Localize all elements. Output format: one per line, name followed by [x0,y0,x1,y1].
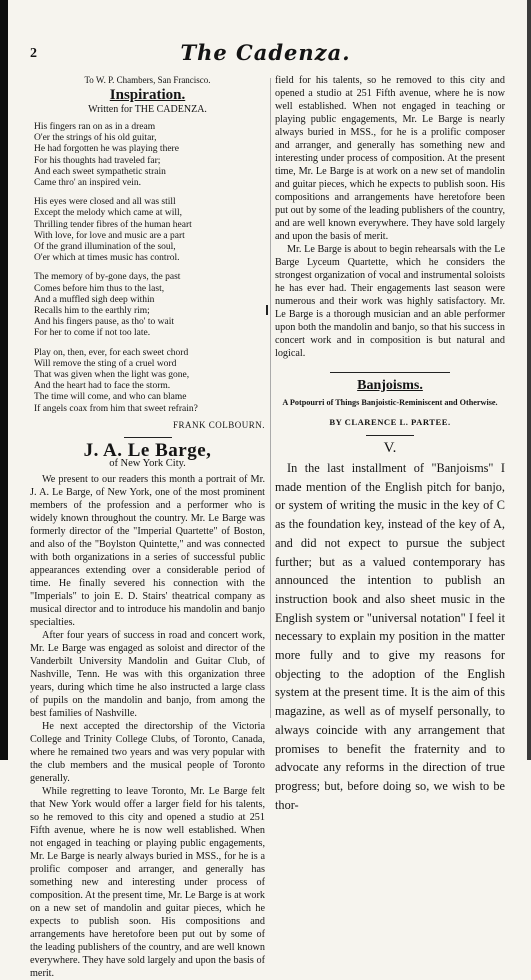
poem-line: Comes before him thus to the last, [34,283,165,294]
article-paragraph: In the last installment of "Banjoisms" I made mention of the English pitch for banjo, or system of writing the music in the key of C as the foundation key, instead of the key of A, and did not expect to pursue the subject further; but as a valued contemporary has announced the intention to publish an instruction book and also sheet music in the English system or "universal notation" I feel it necessary to explain my position in the matter more fully and to give my reasons for objecting to the adoption of the English system at the present time. It is the aim of this magazine, as well as of myself personally, to always coincide with any arrangement that promises to benefit the fraternity and to advocate any reforms in the direction of true progress; but, before doing so, we wish to be thor- [275,461,505,812]
section-rule [124,437,172,438]
poem-line: The memory of by-gone days, the past [34,272,181,283]
poem-line: For her to come if not too late. [34,328,151,339]
poem-line: With love, for love and music are a part [34,230,185,241]
poem-title: Inspiration. [109,87,186,103]
poem-line: His fingers ran on as in a dream [34,122,156,132]
section-number: V. [383,440,397,456]
poem-line: Play on, then, ever, for each sweet chord [34,347,189,358]
poem-stanza [34,197,265,264]
poem-line: For his thoughts had traveled far; [34,155,161,166]
article-byline: BY CLARENCE L. PARTEE. [329,417,451,427]
poem-stanza [34,348,265,415]
article-paragraph-continued: field for his talents, so he removed to this city and opened a studio at 251 Fifth avenue, where he is now well established. When not engaged in teaching or playing public engagements, Mr. Le Barge is nearly always buried in MSS., for he is a prolific composer and arranger, and generally has something new and interesting under process of composition. At the present time, Mr. Le Barge is at work on a new set of mandolin and guitar pieces, which he expects to publish soon. His compositions and arrangements have heretofore been put out by some of the leading publishers of the country, and are well known everywhere. They have sold largely and upon the basis of merit. [275,75,505,242]
article-paragraph: After four years of success in road and concert work, Mr. Le Barge was engaged as soloist and director of the Vanderbilt University Mandolin and Guitar Club, of Nashville, Tenn. He was with this organization three years, during which time he also instructed a large class of pupils on the mandolin and banjo, from among the best families of Nashville. [30,629,265,719]
poem-line: O'er which at times music has control. [34,253,180,264]
scan-edge-left [0,0,8,760]
poem-written-for: Written for THE CADENZA. [88,104,207,115]
article-paragraph: We present to our readers this month a portrait of Mr. J. A. Le Barge, of New York, one of the most prominent members of the profession and a performer who is widely known throughout the country. Mr. Le Barge was formerly director of the "Imperial Quartette" of Boston, and also of the "Boylston Quintette," and was connected with both organizations in a series of successful public appearances extending over a considerable period of time. He finally severed his connection with the "Imperials" to join E. D. Stairs' theatrical company as musical director and to introduce his mandolin and banjo specialties. [30,473,265,628]
poem-line: Came thro' an inspired vein. [34,178,141,189]
masthead-title: The Cadenza. [180,40,351,65]
poem-line: Except the melody which came at will, [34,208,182,219]
poem-line: Of the grand illumination of the soul, [34,242,176,253]
poem-line: O'er the strings of his old guitar, [34,133,157,144]
poem-line: Thrilling tender fibres of the human heart [34,219,192,230]
poem-line: And the heart had to face the storm. [34,381,171,392]
poem-stanza [34,122,265,189]
poem-line: That was given when the light was gone, [34,370,190,381]
right-column [275,74,505,814]
poem-line: Will remove the sting of a cruel word [34,358,177,369]
poem-dedication: To W. P. Chambers, San Francisco. [84,75,211,85]
column-divider [270,78,271,718]
page-header [30,40,501,70]
poem-line: If angels coax from him that sweet refrain? [34,403,198,414]
poem-stanza [34,272,265,339]
article-paragraph: While regretting to leave Toronto, Mr. Le Barge felt that New York would offer a larger field for his talents, so he removed to this city and opened a studio at 251 Fifth avenue, where he is now well established. When not engaged in teaching or playing public engagements, Mr. Le Barge is nearly always buried in MSS., for he is a prolific composer and arranger, and generally has something new and interesting under process of composition. At the present time, Mr. Le Barge is at work on a new set of mandolin and guitar pieces, which he expects to publish soon. His compositions and arrangements have heretofore been put out by some of the leading publishers of the country, and are well known everywhere. They have sold largely and upon the basis of merit. [30,785,265,979]
poem-line: He had forgotten he was playing there [34,144,179,155]
article-paragraph: Mr. Le Barge is about to begin rehearsals with the Le Barge Lyceum Quartette, which he considers the strongest organization of vocal and instrumental soloists he has ever had. Their engagements last season were numerous and their work was highly satisfactory. Mr. Le Barge is a thorough musician and an able performer upon both the mandolin and banjo, so that his success in concert work and in composition is but natural and logical. [275,244,505,359]
article-title: Banjoisms. [357,378,423,393]
article-title: J. A. Le Barge, [83,439,212,461]
page-number: 2 [30,46,37,61]
poem-line: And each sweet sympathetic strain [34,166,166,177]
poem-line: The time will come, and who can blame [34,392,187,403]
article-subtitle: A Potpourri of Things Banjoistic-Reminiscent and Otherwise. [282,398,498,407]
margin-mark [266,305,268,315]
poem-line: And his fingers pause, as tho' to wait [34,317,174,328]
section-rule [366,435,414,436]
scan-edge-right [527,0,531,760]
poem-line: Recalls him to the earthly rim; [34,306,150,317]
poem-line: His eyes were closed and all was still [34,197,176,208]
article-paragraph: He next accepted the directorship of the Victoria College and Trinity College Clubs, of Toronto, Canada, where he remained two years and was very popular with the club members and the musical people of Toronto generally. [30,720,265,784]
section-rule [330,372,450,373]
poem-line: And a muffled sigh deep within [34,294,155,305]
poem-signature: FRANK COLBOURN. [172,419,265,430]
left-column [30,74,265,979]
article-subtitle: of New York City. [109,457,186,469]
